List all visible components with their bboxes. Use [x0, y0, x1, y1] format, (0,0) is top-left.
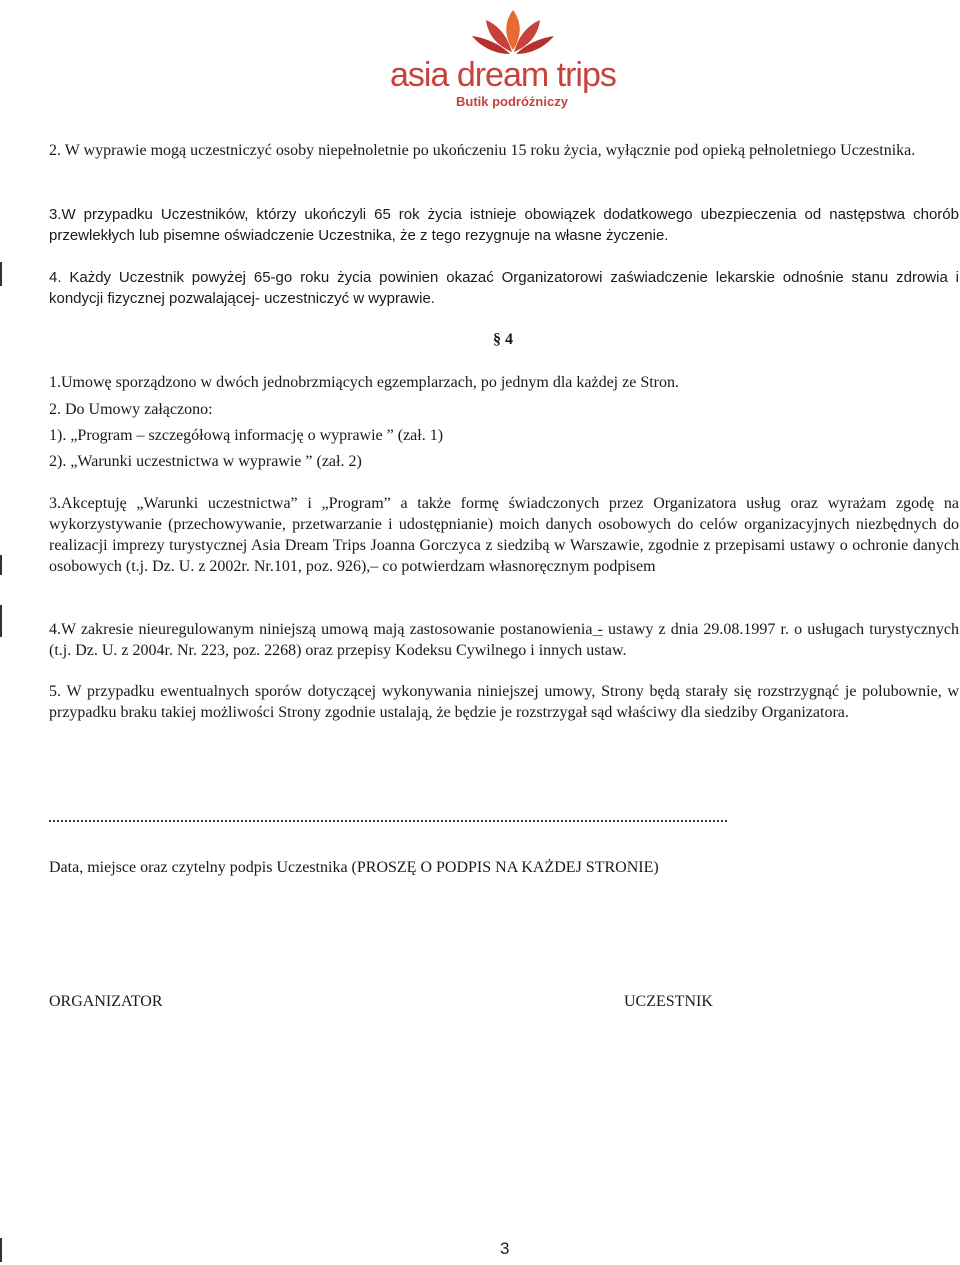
section4-item-5-disputes: 5. W przypadku ewentualnych sporów dotyczącej wykonywania niniejszej umowy, Strony będą starały się rozstrzygnąć je polubownie, w przypadku braku takiej możliwości Strony zgodnie ustalają, że będzie je rozstrzygał sąd właściwy dla siedziby Organizatora.: [49, 683, 959, 721]
organizer-label: ORGANIZATOR: [49, 993, 163, 1010]
clause-3-seniors-insurance: 3.W przypadku Uczestników, którzy ukończyli 65 rok życia istnieje obowiązek dodatkowego ubezpieczenia od następstwa chorób przewlekłych lub pisemne oświadczenie Uczestnika, że z tego rezygnuje na własne życzenie.: [49, 206, 959, 244]
section-heading: § 4: [493, 331, 513, 348]
participant-label: UCZESTNIK: [624, 993, 713, 1010]
page-number: 3: [500, 1239, 510, 1258]
margin-mark: [0, 605, 2, 637]
signature-caption: Data, miejsce oraz czytelny podpis Uczestnika (PROSZĘ O PODPIS NA KAŻDEJ STRONIE): [49, 859, 659, 876]
lotus-icon: [468, 6, 558, 61]
item4-dash: -: [592, 621, 603, 638]
section4-item-3-consent: 3.Akceptuję „Warunki uczestnictwa” i „Program” a także formę świadczonych przez Organizatora usług oraz wyrażam zgodę na wykorzystywanie (przechowywanie, przetwarzanie i udostępnianie) moich danych osobowych do celów organizacyjnych niezbędnych do realizacji imprezy turystycznej Asia Dream Trips Joanna Gorczyca z siedzibą w Warszawie, zgodnie z przepisami ustawy o ochronie danych osobowych (t.j. Dz. U. z 2002r. Nr.101, poz. 926),– co potwierdzam własnoręcznym podpisem: [49, 495, 959, 575]
logo-brand-text: asia dream trips: [390, 56, 616, 94]
company-logo: [388, 6, 638, 110]
attachment-1: 1). „Program – szczegółową informację o wyprawie ” (zał. 1): [49, 427, 444, 444]
logo-tagline: Butik podróżniczy: [456, 94, 568, 109]
section4-item-4-law: [49, 619, 959, 661]
item4-text-a: 4.W zakresie nieuregulowanym niniejszą umową mają zastosowanie postanowienia: [49, 621, 593, 638]
signature-line: [49, 818, 727, 822]
item4-text-c: ustawy z dnia 29.08.1997 r. o usługach turystycznych (t.j. Dz. U. z 2004r. Nr. 223, poz. 2268) oraz przepisy Kodeksu Cywilnego i innych ustaw.: [49, 621, 960, 659]
clause-4-medical-certificate: 4. Każdy Uczestnik powyżej 65-go roku życia powinien okazać Organizatorowi zaświadczenie lekarskie odnośnie stanu zdrowia i kondycji fizycznej pozwalającej- uczestniczyć w wyprawie.: [49, 269, 959, 307]
section4-item-1: 1.Umowę sporządzono w dwóch jednobrzmiących egzemplarzach, po jednym dla każdej ze Stron.: [49, 374, 679, 391]
margin-mark: [0, 1238, 2, 1262]
margin-mark: [0, 555, 2, 575]
attachment-2: 2). „Warunki uczestnictwa w wyprawie ” (zał. 2): [49, 453, 362, 470]
clause-2-minors: 2. W wyprawie mogą uczestniczyć osoby niepełnoletnie po ukończeniu 15 roku życia, wyłącznie pod opieką pełnoletniego Uczestnika.: [49, 142, 916, 159]
margin-mark: [0, 262, 2, 286]
section4-item-2: 2. Do Umowy załączono:: [49, 401, 213, 418]
